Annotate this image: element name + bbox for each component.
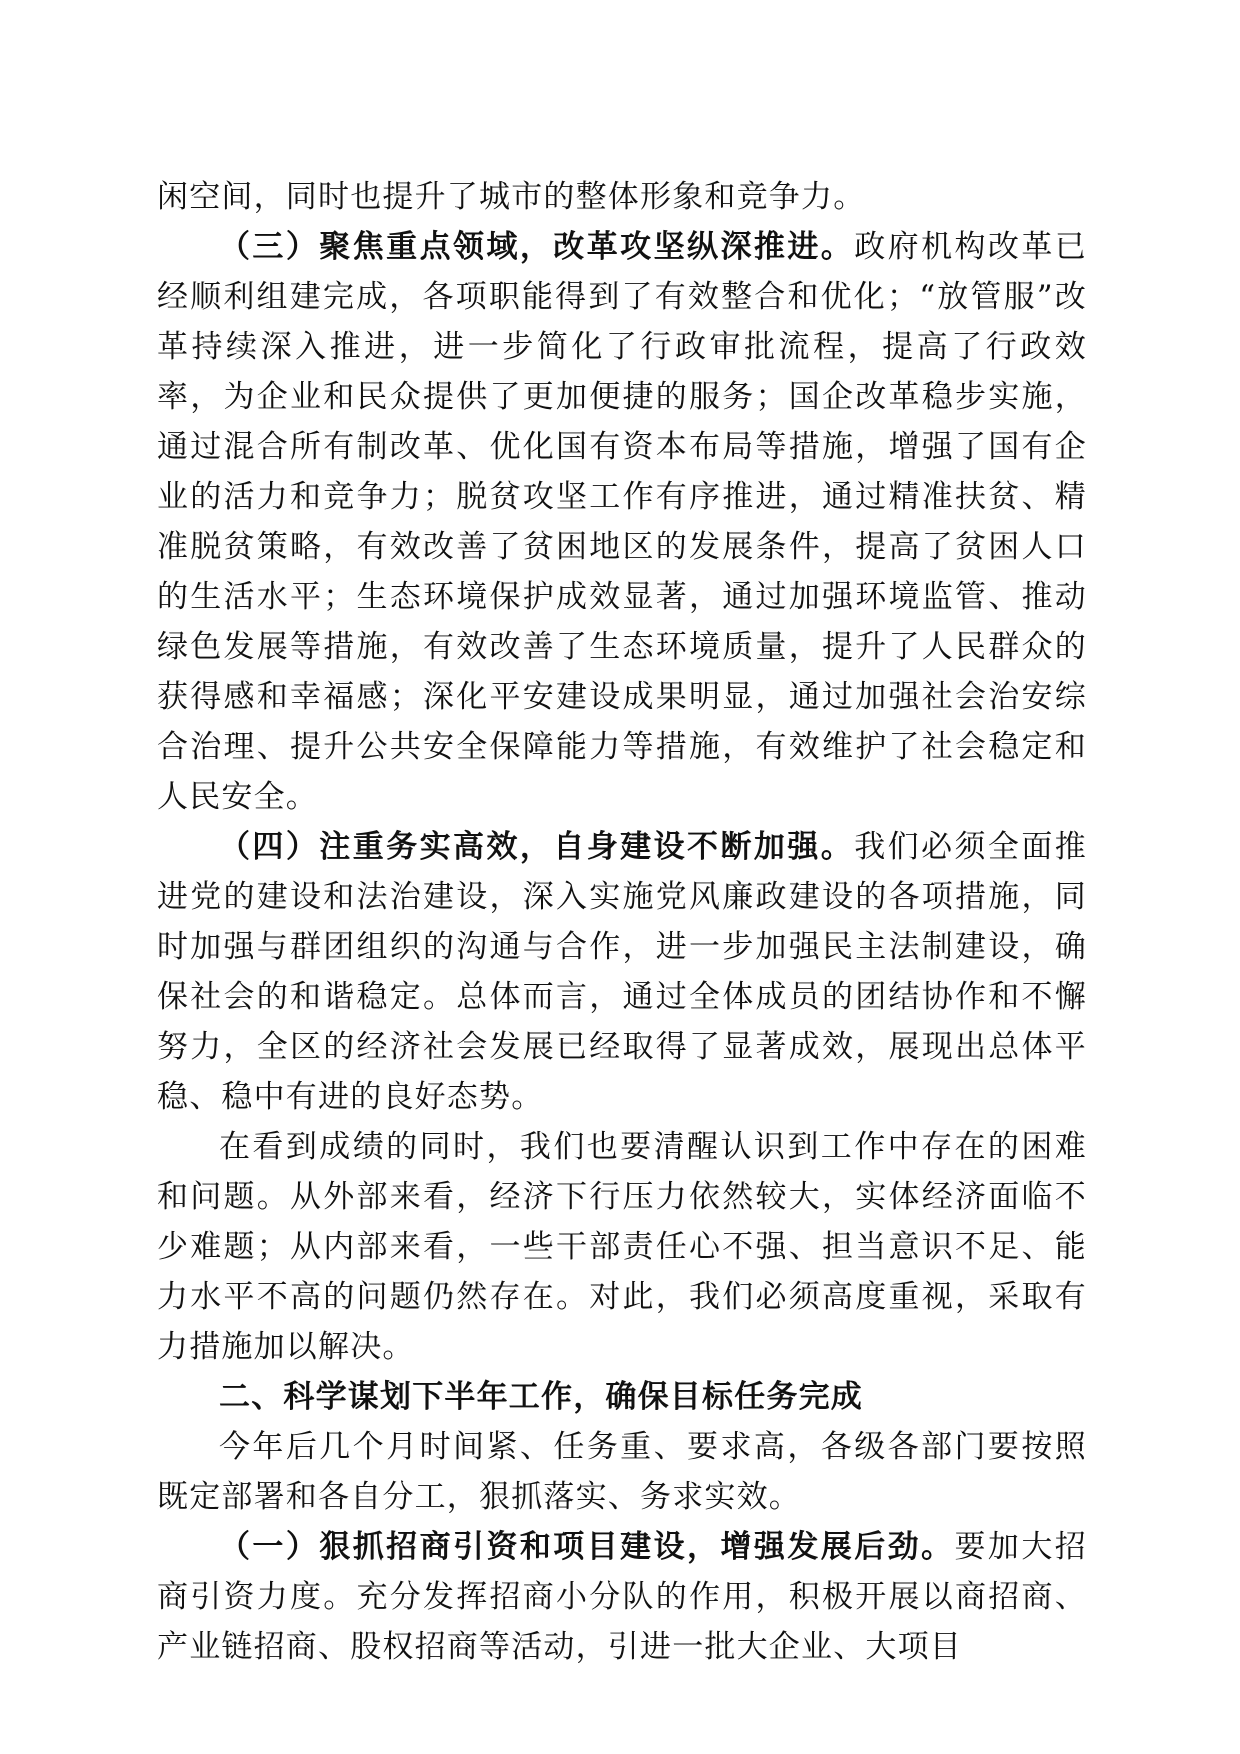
paragraph-reform [157, 222, 1087, 822]
paragraph-text: 政府机构改革已经顺利组建完成，各项职能得到了有效整合和优化；“放管服”改革持续深入推进，进一步简化了行政审批流程，提高了行政效率，为企业和民众提供了更加便捷的服务；国企改革稳步实施，通过混合所有制改革、优化国有资本布局等措施，增强了国有企业的活力和竞争力；脱贫攻坚工作有序推进，通过精准扶贫、精准脱贫策略，有效改善了贫困地区的发展条件，提高了贫困人口的生活水平；生态环境保护成效显著，通过加强环境监管、推动绿色发展等措施，有效改善了生态环境质量，提升了人民群众的获得感和幸福感；深化平安建设成果明显，通过加强社会治安综合治理、提升公共安全保障能力等措施，有效维护了社会稳定和人民安全。 [157, 229, 1087, 815]
paragraph-lead-sentence: （四）注重务实高效，自身建设不断加强。 [219, 829, 855, 865]
paragraph-intro [157, 1422, 1087, 1522]
paragraph-text: 要加大招商引资力度。充分发挥招商小分队的作用，积极开展以商招商、产业链招商、股权招商等活动，引进一批大企业、大项目 [157, 1529, 1087, 1665]
paragraph-text: 在看到成绩的同时，我们也要清醒认识到工作中存在的困难和问题。从外部来看，经济下行压力依然较大，实体经济面临不少难题；从内部来看，一些干部责任心不强、担当意识不足、能力水平不高的问题仍然存在。对此，我们必须高度重视，采取有力措施加以解决。 [157, 1129, 1087, 1365]
paragraph-lead-sentence: （一）狠抓招商引资和项目建设，增强发展后劲。 [219, 1529, 955, 1565]
paragraph-continuation [157, 172, 1087, 222]
paragraph-lead-sentence: （三）聚焦重点领域，改革攻坚纵深推进。 [219, 229, 855, 265]
paragraph-text: 闲空间，同时也提升了城市的整体形象和竞争力。 [157, 179, 866, 215]
paragraph-text: 今年后几个月时间紧、任务重、要求高，各级各部门要按照既定部署和各自分工，狠抓落实、务求实效。 [157, 1429, 1087, 1515]
paragraph-investment [157, 1522, 1087, 1672]
document-body [157, 172, 1087, 1672]
paragraph-text: 我们必须全面推进党的建设和法治建设，深入实施党风廉政建设的各项措施，同时加强与群团组织的沟通与合作，进一步加强民主法制建设，确保社会的和谐稳定。总体而言，通过全体成员的团结协作和不懈努力，全区的经济社会发展已经取得了显著成效，展现出总体平稳、稳中有进的良好态势。 [157, 829, 1087, 1115]
section-heading: 二、科学谋划下半年工作，确保目标任务完成 [219, 1379, 863, 1415]
paragraph-problems [157, 1122, 1087, 1372]
paragraph-self-building [157, 822, 1087, 1122]
